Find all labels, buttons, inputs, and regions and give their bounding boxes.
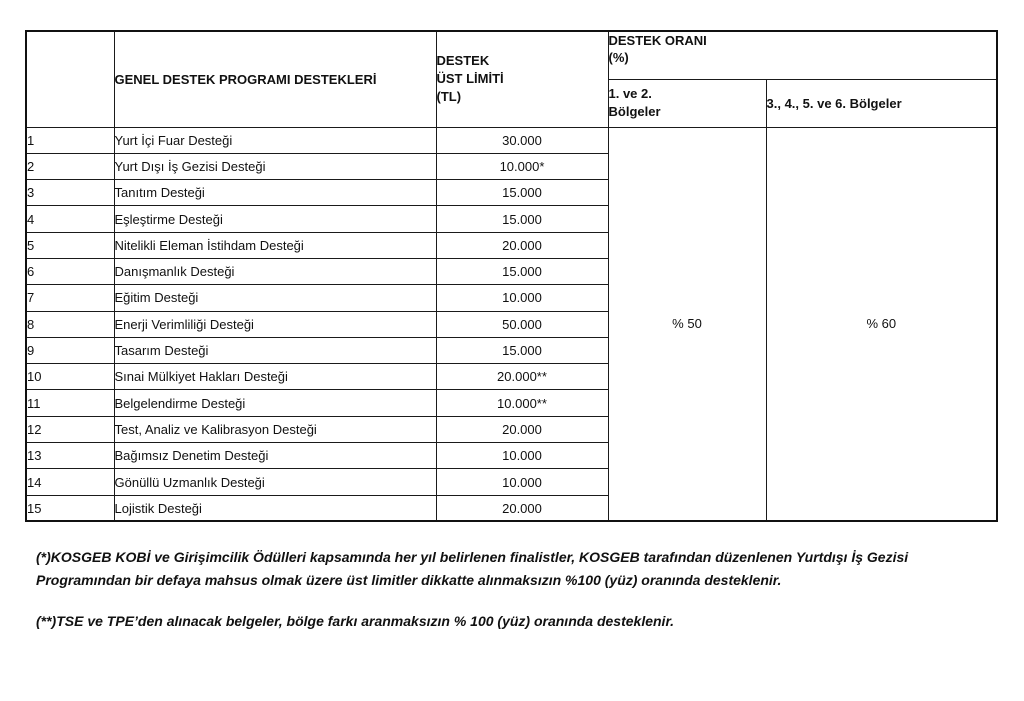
- row-number: 13: [26, 443, 114, 469]
- row-number: 14: [26, 469, 114, 495]
- program-name: Gönüllü Uzmanlık Desteği: [114, 469, 436, 495]
- program-name: Tanıtım Desteği: [114, 180, 436, 206]
- upper-limit: 30.000: [436, 127, 608, 153]
- program-name: Lojistik Desteği: [114, 495, 436, 521]
- row-number: 12: [26, 416, 114, 442]
- row-number: 10: [26, 364, 114, 390]
- upper-limit: 10.000**: [436, 390, 608, 416]
- row-number: 6: [26, 258, 114, 284]
- rate-regions-3-6: % 60: [766, 127, 997, 521]
- row-number: 5: [26, 232, 114, 258]
- upper-limit: 10.000: [436, 443, 608, 469]
- program-name: Bağımsız Denetim Desteği: [114, 443, 436, 469]
- support-table: [25, 30, 998, 522]
- upper-limit: 20.000: [436, 232, 608, 258]
- upper-limit: 10.000: [436, 285, 608, 311]
- program-name: Eşleştirme Desteği: [114, 206, 436, 232]
- upper-limit: 20.000: [436, 495, 608, 521]
- header-regions-1-2: 1. ve 2. Bölgeler: [608, 79, 766, 127]
- program-name: Tasarım Desteği: [114, 337, 436, 363]
- program-name: Sınai Mülkiyet Hakları Desteği: [114, 364, 436, 390]
- row-number: 3: [26, 180, 114, 206]
- upper-limit: 15.000: [436, 180, 608, 206]
- header-support-rate: DESTEK ORANI (%): [608, 31, 997, 79]
- row-number: 15: [26, 495, 114, 521]
- header-regions-3-6: 3., 4., 5. ve 6. Bölgeler: [766, 79, 997, 127]
- program-name: Yurt Dışı İş Gezisi Desteği: [114, 153, 436, 179]
- program-name: Belgelendirme Desteği: [114, 390, 436, 416]
- footnote-single-star: (*)KOSGEB KOBİ ve Girişimcilik Ödülleri kapsamında her yıl belirlenen finalistler, KOSGEB tarafından düzenlenen Yurtdışı İş Gezisi Programından bir defaya mahsus olmak üzere üst limitler dikkatte alınmaksızın %100 (yüz) oranında desteklenir.: [36, 549, 909, 588]
- upper-limit: 10.000: [436, 469, 608, 495]
- upper-limit: 20.000**: [436, 364, 608, 390]
- row-number: 4: [26, 206, 114, 232]
- row-number: 2: [26, 153, 114, 179]
- program-name: Yurt İçi Fuar Desteği: [114, 127, 436, 153]
- upper-limit: 10.000*: [436, 153, 608, 179]
- footnote-double-star: (**)TSE ve TPE’den alınacak belgeler, bölge farkı aranmaksızın % 100 (yüz) oranında desteklenir.: [36, 613, 675, 629]
- program-name: Danışmanlık Desteği: [114, 258, 436, 284]
- program-name: Test, Analiz ve Kalibrasyon Desteği: [114, 416, 436, 442]
- program-name: Enerji Verimliliği Desteği: [114, 311, 436, 337]
- header-upper-limit: DESTEK ÜST LİMİTİ (TL): [436, 31, 608, 127]
- rate-regions-1-2: % 50: [608, 127, 766, 521]
- upper-limit: 15.000: [436, 337, 608, 363]
- upper-limit: 15.000: [436, 206, 608, 232]
- program-name: Eğitim Desteği: [114, 285, 436, 311]
- row-number: 1: [26, 127, 114, 153]
- footnotes: [36, 546, 916, 633]
- upper-limit: 20.000: [436, 416, 608, 442]
- row-number: 7: [26, 285, 114, 311]
- header-row: [26, 31, 997, 79]
- row-number: 8: [26, 311, 114, 337]
- table-row: [26, 127, 997, 153]
- upper-limit: 50.000: [436, 311, 608, 337]
- program-name: Nitelikli Eleman İstihdam Desteği: [114, 232, 436, 258]
- upper-limit: 15.000: [436, 258, 608, 284]
- row-number: 11: [26, 390, 114, 416]
- header-no: [26, 31, 114, 127]
- row-number: 9: [26, 337, 114, 363]
- header-program-name: GENEL DESTEK PROGRAMI DESTEKLERİ: [114, 31, 436, 127]
